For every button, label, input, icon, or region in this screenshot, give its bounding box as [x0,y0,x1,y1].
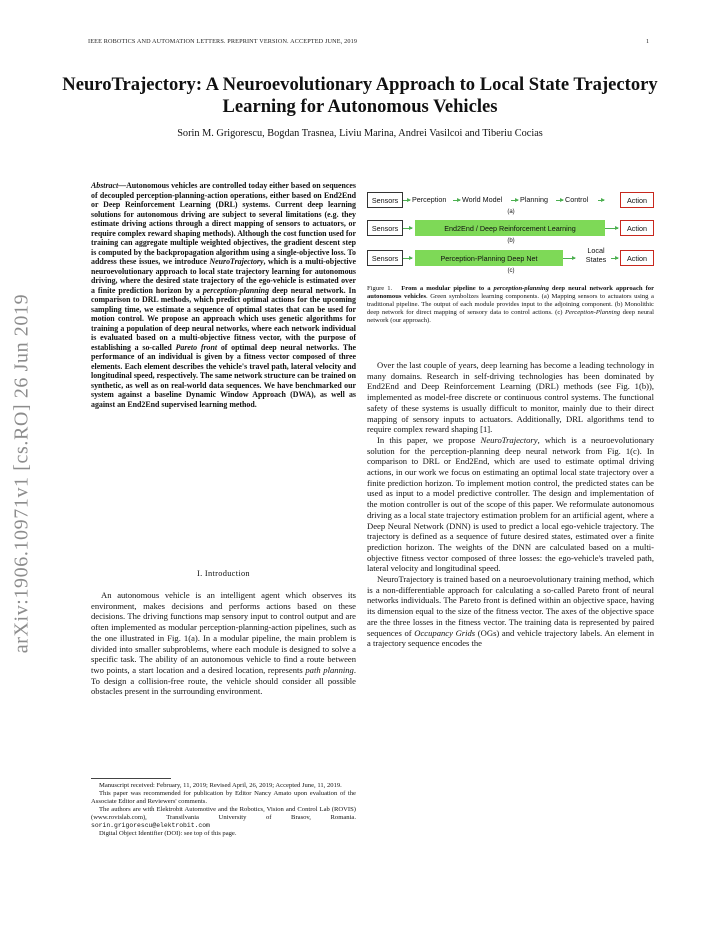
figure-caption: Figure 1. From a modular pipeline to a perception-planning deep neural network approach for autonomous vehicles. Green symbolizes learning components. (a) Mapping sensors to actuators using a traditional pipeline. The output of each module provides input to the adjoining component. (b) Monolithic deep network for direct mapping of sensory data to control actions. (c) Perception-Planning deep neural network (our approach). [367,285,654,324]
author-email[interactable]: sorin.grigorescu@elektrobit.com [91,822,210,829]
page-number: 1 [646,38,650,45]
local-states-label: Local States [585,246,607,264]
right-column-body [367,360,654,649]
arrow [511,200,518,201]
subfigure-label: (c) [507,268,515,274]
perception-planning-net-box: Perception-Planning Deep Net [415,250,563,266]
arrow [453,200,460,201]
world-model-label: World Model [462,195,503,204]
sensors-box: Sensors [367,192,403,208]
footnote-rule [91,778,171,779]
paragraph: An autonomous vehicle is an intelligent agent which observes its environment, makes decisions and performs actions based on these decisions. The driving functions map sensory input to control output and are often implemented as modular perception-planning-action pipelines, such as the one illustrated in Fig. 1(a). In a modular pipeline, the main problem is divided into smaller subproblems, where each module is designed to solve a specific task. The ability of an autonomous vehicle to find a route between two points, a start location and a desired location, represents path planning. To design a collision-free route, the vehicle should consider all possible obstacles present in the surrounding environment. [91,590,356,697]
paper-title: NeuroTrajectory: A Neuroevolutionary Approach to Local State Trajectory Learning for Autonomous Vehicles [62,74,658,117]
arrow [403,258,412,259]
arrow [598,200,604,201]
action-box: Action [620,192,654,208]
paragraph: NeuroTrajectory is trained based on a neuroevolutionary training method, which is a non-differentiable approach for calculating a so-called Pareto front of neural networks individuals. The Pareto front is defined within an objective space, having its dimension equal to the size of the fitness vector. The axes of the objective space are the three losses in the fitness vector. The training data is represented by paired sequences of Occupancy Grids (OGs) and vehicle trajectory labels. An element in a trajectory sequence encodes the [367,574,654,649]
paragraph: In this paper, we propose NeuroTrajectory, which is a neuroevolutionary solution for the perception-planning deep neural network from Fig. 1(c). In comparison to DRL or End2End, which are used to estimate optimal driving actions, in our work we focus on estimating an optimal local state trajectory over a finite prediction horizon. To implement motion control, the predicted states can be used as input to a model predictive controller. The design and implementation of the motion controller is out of the scope of this paper. We reformulate autonomous driving as a local state trajectory estimation problem for an artificial agent, where a Deep Neural Network (DNN) is used to predict a local ego-vehicle trajectory. The trajectory is defined as a sequence of future desired states, estimated over a finite prediction horizon. The weights of the DNN are calculated based on a multi-objective fitness vector composed of three losses: the ego-vehicle's traveled path, lateral velocity and longitudinal speed. [367,434,654,574]
arxiv-stamp: arXiv:1906.10971v1 [cs.RO] 26 Jun 2019 [10,293,33,654]
section-heading-introduction: I. Introduction [197,569,250,578]
left-column-body [91,590,356,697]
action-box: Action [620,250,654,266]
arrow [403,200,410,201]
arrow [563,258,575,259]
perception-label: Perception [412,195,447,204]
end2end-drl-box: End2End / Deep Reinforcement Learning [415,220,605,236]
running-header: IEEE ROBOTICS AND AUTOMATION LETTERS. PREPRINT VERSION. ACCEPTED JUNE, 2019 [88,38,358,45]
subfigure-label: (b) [507,238,515,244]
paragraph: Over the last couple of years, deep learning has become a leading technology in many domains. Research in self-driving technologies has been dominated by End2End and Deep Reinforcement Learning (DRL) methods (see Fig. 1(b)), implemented as model-free discrete or continuous control systems. The functional safety of these systems is usually difficult to monitor, mainly due to their direct mapping of sensory inputs to actuators. Additionally, DRL algorithms tend to require complex reward shaping [1]. [367,360,654,435]
arrow [605,228,618,229]
subfigure-label: (a) [507,209,515,215]
sensors-box: Sensors [367,250,403,266]
action-box: Action [620,220,654,236]
arrow [611,258,618,259]
footnote: Manuscript received: February, 11, 2019; Revised April, 26, 2019; Accepted June, 11, 2019. This paper was recommended for publication by Editor Nancy Amato upon evaluation of the Associate Editor and Reviewers' comments. The authors are with Elektrobit Automotive and the Robotics, Vision and Control Lab (ROVIS) (www.rovislab.com), Transilvania University of Brasov, Romania. sorin.grigorescu@elektrobit.com Digital Object Identifier (DOI): see top of this page. [91,782,356,837]
author-list: Sorin M. Grigorescu, Bogdan Trasnea, Liviu Marina, Andrei Vasilcoi and Tiberiu Cocias [177,128,543,139]
planning-label: Planning [520,195,548,204]
abstract: Abstract—Autonomous vehicles are controlled today either based on sequences of decoupled perception-planning-action operations, either based on End2End or Deep Reinforcement Learning (DRL) systems. Current deep learning solutions for autonomous driving are subject to several limitations (e.g. they estimate driving actions through a direct mapping of sensors to actuators, or require complex reward shaping methods). Although the cost function used for training can aggregate multiple weighted objectives, the gradient descent step is computed by the backpropagation algorithm using a single-objective loss. To address these issues, we introduce NeuroTrajectory, which is a multi-objective neuroevolutionary approach to local state trajectory learning for autonomous driving, where the desired state trajectory of the ego-vehicle is estimated over a finite prediction horizon by a perception-planning deep neural network. In comparison to DRL methods, which predict optimal actions for the upcoming sampling time, we estimate a sequence of optimal states that can be used for motion control. We propose an approach which uses genetic algorithms for training a population of deep neural networks, where each network individual is evaluated based on a multi-objective fitness vector, with the purpose of establishing a so-called Pareto front of optimal deep neural networks. The performance of an individual is given by a fitness vector composed of three elements. Each element describes the vehicle's travel path, lateral velocity and longitudinal speed, respectively. The same network structure can be trained on synthetic, as well as on real-world data sequences. We have benchmarked our system against a baseline Dynamic Window Approach (DWA), as well as against an End2End supervised learning method. [91,181,356,409]
sensors-box: Sensors [367,220,403,236]
arrow [556,200,563,201]
arrow [403,228,412,229]
abstract-label: Abstract [91,181,119,190]
control-label: Control [565,195,589,204]
figure-1-diagram [367,188,657,280]
